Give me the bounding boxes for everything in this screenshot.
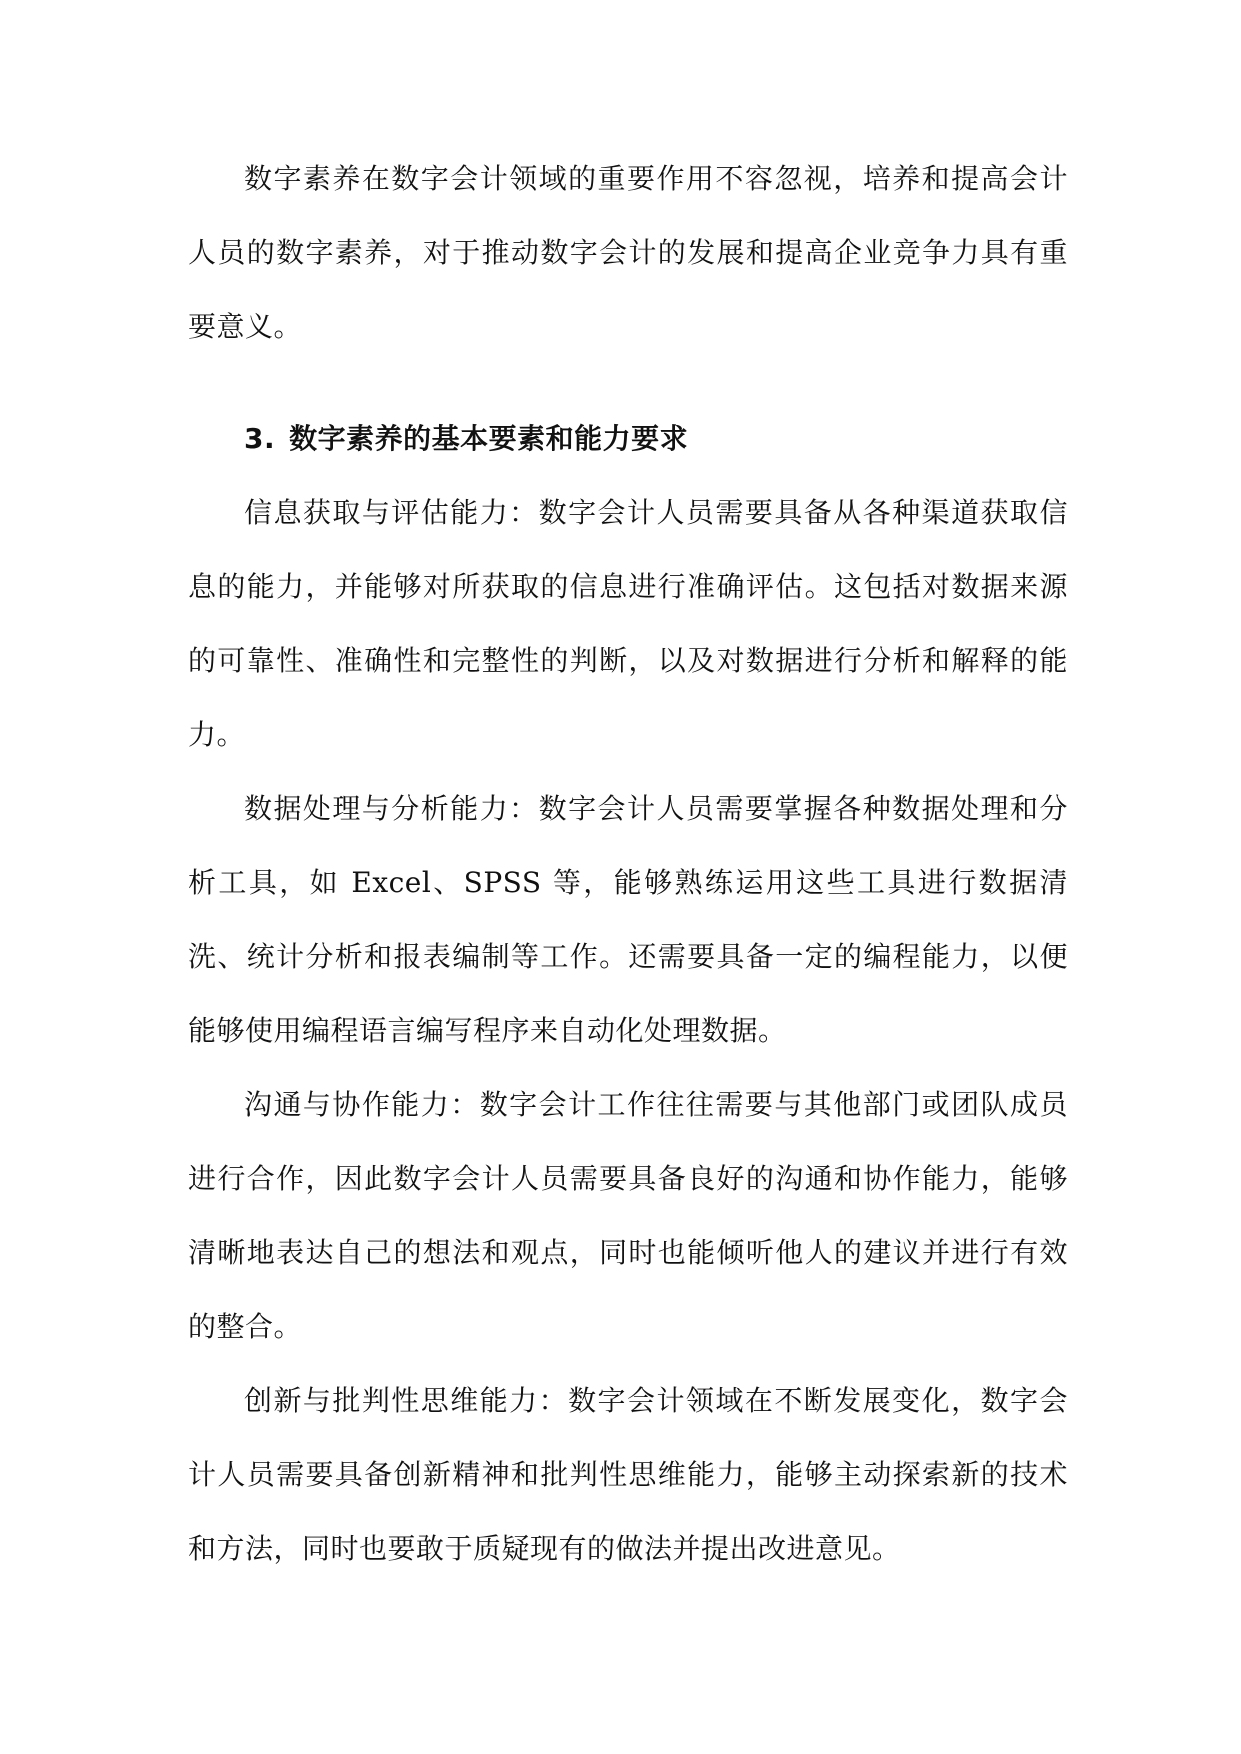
- paragraph-communication-ability: 沟通与协作能力：数字会计工作往往需要与其他部门或团队成员进行合作，因此数字会计人员需要具备良好的沟通和协作能力，能够清晰地表达自己的想法和观点，同时也能倾听他人的建议并进行有效的整合。: [188, 1088, 1068, 1343]
- paragraph-information-ability: 信息获取与评估能力：数字会计人员需要具备从各种渠道获取信息的能力，并能够对所获取的信息进行准确评估。这包括对数据来源的可靠性、准确性和完整性的判断，以及对数据进行分析和解释的能力。: [188, 496, 1068, 751]
- intro-paragraph: 数字素养在数字会计领域的重要作用不容忽视，培养和提高会计人员的数字素养，对于推动数字会计的发展和提高企业竞争力具有重要意义。: [188, 162, 1068, 343]
- paragraph-innovation-ability: 创新与批判性思维能力：数字会计领域在不断发展变化，数字会计人员需要具备创新精神和批判性思维能力，能够主动探索新的技术和方法，同时也要敢于质疑现有的做法并提出改进意见。: [188, 1384, 1068, 1565]
- paragraph-data-processing-ability: 数据处理与分析能力：数字会计人员需要掌握各种数据处理和分析工具，如 Excel、SPSS 等，能够熟练运用这些工具进行数据清洗、统计分析和报表编制等工作。还需要具备一定的编程能力，以便能够使用编程语言编写程序来自动化处理数据。: [188, 792, 1068, 1047]
- section-number: 3.: [244, 422, 276, 455]
- section-title: 数字素养的基本要素和能力要求: [289, 422, 689, 455]
- document-body: [188, 142, 1068, 1586]
- section-heading: [188, 402, 1068, 476]
